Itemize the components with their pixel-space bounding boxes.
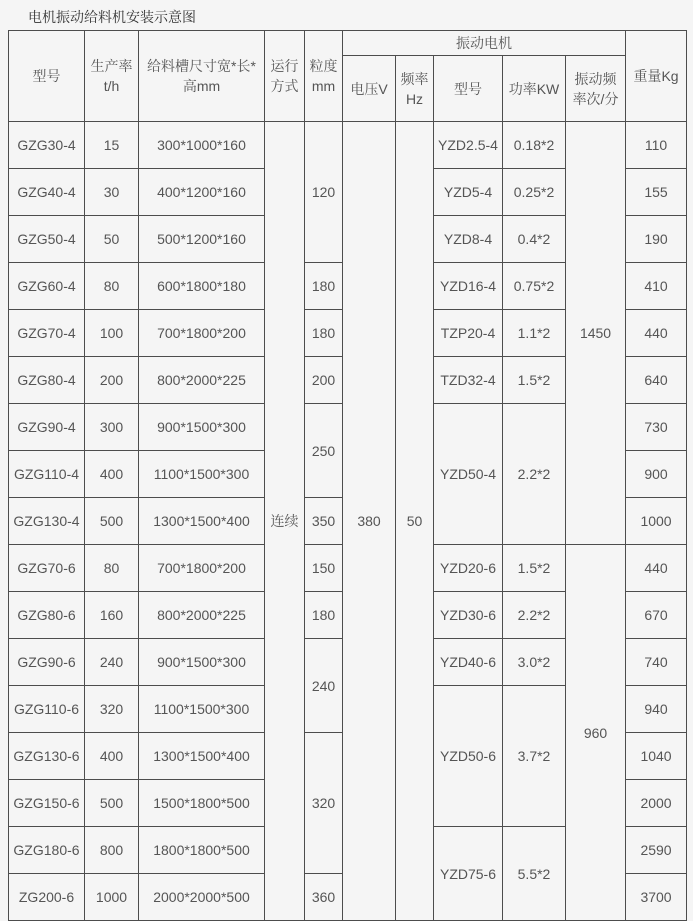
cell-rate: 200 (85, 357, 139, 404)
cell-model: GZG60-4 (9, 263, 85, 310)
cell-trough: 1300*1500*400 (139, 733, 265, 780)
cell-size: 120 (305, 122, 343, 263)
cell-trough: 400*1200*160 (139, 169, 265, 216)
cell-rate: 800 (85, 827, 139, 874)
header-motor-model: 型号 (434, 56, 503, 122)
cell-rate: 50 (85, 216, 139, 263)
cell-trough: 300*1000*160 (139, 122, 265, 169)
cell-rate: 400 (85, 451, 139, 498)
cell-weight: 190 (626, 216, 687, 263)
cell-trough: 600*1800*180 (139, 263, 265, 310)
cell-trough: 800*2000*225 (139, 357, 265, 404)
cell-model: GZG90-4 (9, 404, 85, 451)
cell-rate: 30 (85, 169, 139, 216)
cell-model: GZG90-6 (9, 639, 85, 686)
cell-trough: 900*1500*300 (139, 639, 265, 686)
cell-size: 360 (305, 874, 343, 921)
header-trough-size: 给料槽尺寸宽*长*高mm (139, 31, 265, 122)
cell-trough: 1800*1800*500 (139, 827, 265, 874)
cell-size: 180 (305, 592, 343, 639)
cell-weight: 900 (626, 451, 687, 498)
cell-weight: 940 (626, 686, 687, 733)
cell-weight: 155 (626, 169, 687, 216)
cell-size: 240 (305, 639, 343, 733)
cell-rate: 500 (85, 498, 139, 545)
header-power: 功率KW (503, 56, 566, 122)
cell-power: 2.2*2 (503, 592, 566, 639)
cell-size: 180 (305, 310, 343, 357)
cell-weight: 440 (626, 545, 687, 592)
header-model: 型号 (9, 31, 85, 122)
cell-trough: 700*1800*200 (139, 310, 265, 357)
cell-weight: 1000 (626, 498, 687, 545)
cell-size: 350 (305, 498, 343, 545)
cell-rate: 240 (85, 639, 139, 686)
cell-size: 200 (305, 357, 343, 404)
table-row (9, 122, 687, 169)
cell-weight: 410 (626, 263, 687, 310)
cell-size: 150 (305, 545, 343, 592)
cell-trough: 800*2000*225 (139, 592, 265, 639)
cell-weight: 740 (626, 639, 687, 686)
cell-model: GZG130-4 (9, 498, 85, 545)
cell-vibfreq: 960 (566, 545, 626, 921)
cell-weight: 110 (626, 122, 687, 169)
header-motor-group: 振动电机 (343, 31, 626, 56)
header-granularity: 粒度mm (305, 31, 343, 122)
cell-weight: 2000 (626, 780, 687, 827)
cell-rate: 1000 (85, 874, 139, 921)
cell-trough: 2000*2000*500 (139, 874, 265, 921)
cell-motor: TZP20-4 (434, 310, 503, 357)
cell-motor: YZD8-4 (434, 216, 503, 263)
cell-rate: 15 (85, 122, 139, 169)
cell-trough: 500*1200*160 (139, 216, 265, 263)
cell-power: 5.5*2 (503, 827, 566, 921)
cell-trough: 1500*1800*500 (139, 780, 265, 827)
cell-trough: 900*1500*300 (139, 404, 265, 451)
cell-motor: TZD32-4 (434, 357, 503, 404)
cell-power: 3.0*2 (503, 639, 566, 686)
cell-voltage: 380 (343, 122, 396, 921)
cell-motor: YZD40-6 (434, 639, 503, 686)
cell-mode: 连续 (265, 122, 305, 921)
cell-model: GZG30-4 (9, 122, 85, 169)
cell-model: GZG130-6 (9, 733, 85, 780)
cell-power: 3.7*2 (503, 686, 566, 827)
cell-trough: 1100*1500*300 (139, 451, 265, 498)
cell-motor: YZD20-6 (434, 545, 503, 592)
cell-size: 320 (305, 733, 343, 874)
cell-power: 2.2*2 (503, 404, 566, 545)
spec-table-header (9, 31, 687, 122)
cell-power: 1.5*2 (503, 545, 566, 592)
cell-rate: 80 (85, 545, 139, 592)
cell-vibfreq: 1450 (566, 122, 626, 545)
cell-size: 180 (305, 263, 343, 310)
header-vib-freq: 振动频率次/分 (566, 56, 626, 122)
header-run-mode: 运行方式 (265, 31, 305, 122)
cell-model: GZG70-4 (9, 310, 85, 357)
header-voltage: 电压V (343, 56, 396, 122)
cell-power: 1.1*2 (503, 310, 566, 357)
page-title: 电机振动给料机安装示意图 (28, 9, 196, 25)
cell-power: 0.4*2 (503, 216, 566, 263)
cell-rate: 400 (85, 733, 139, 780)
cell-motor: YZD50-6 (434, 686, 503, 827)
cell-rate: 320 (85, 686, 139, 733)
cell-power: 0.18*2 (503, 122, 566, 169)
cell-model: GZG50-4 (9, 216, 85, 263)
cell-motor: YZD5-4 (434, 169, 503, 216)
cell-weight: 730 (626, 404, 687, 451)
cell-trough: 1100*1500*300 (139, 686, 265, 733)
cell-weight: 440 (626, 310, 687, 357)
cell-model: GZG150-6 (9, 780, 85, 827)
cell-model: GZG70-6 (9, 545, 85, 592)
cell-weight: 670 (626, 592, 687, 639)
cell-rate: 300 (85, 404, 139, 451)
cell-model: GZG80-6 (9, 592, 85, 639)
cell-weight: 3700 (626, 874, 687, 921)
cell-trough: 1300*1500*400 (139, 498, 265, 545)
cell-model: GZG110-6 (9, 686, 85, 733)
cell-model: GZG180-6 (9, 827, 85, 874)
cell-power: 0.25*2 (503, 169, 566, 216)
cell-weight: 2590 (626, 827, 687, 874)
cell-freqhz: 50 (396, 122, 434, 921)
header-rate: 生产率t/h (85, 31, 139, 122)
cell-rate: 500 (85, 780, 139, 827)
cell-model: GZG110-4 (9, 451, 85, 498)
cell-motor: YZD50-4 (434, 404, 503, 545)
cell-motor: YZD2.5-4 (434, 122, 503, 169)
cell-power: 0.75*2 (503, 263, 566, 310)
cell-rate: 100 (85, 310, 139, 357)
cell-model: ZG200-6 (9, 874, 85, 921)
header-weight: 重量Kg (626, 31, 687, 122)
cell-weight: 640 (626, 357, 687, 404)
header-row-group (9, 31, 687, 56)
cell-power: 1.5*2 (503, 357, 566, 404)
cell-rate: 160 (85, 592, 139, 639)
cell-rate: 80 (85, 263, 139, 310)
spec-table (8, 30, 687, 921)
cell-model: GZG80-4 (9, 357, 85, 404)
spec-table-body (9, 122, 687, 921)
cell-size: 250 (305, 404, 343, 498)
header-frequency: 频率Hz (396, 56, 434, 122)
cell-motor: YZD30-6 (434, 592, 503, 639)
cell-motor: YZD75-6 (434, 827, 503, 921)
cell-motor: YZD16-4 (434, 263, 503, 310)
cell-weight: 1040 (626, 733, 687, 780)
cell-trough: 700*1800*200 (139, 545, 265, 592)
cell-model: GZG40-4 (9, 169, 85, 216)
